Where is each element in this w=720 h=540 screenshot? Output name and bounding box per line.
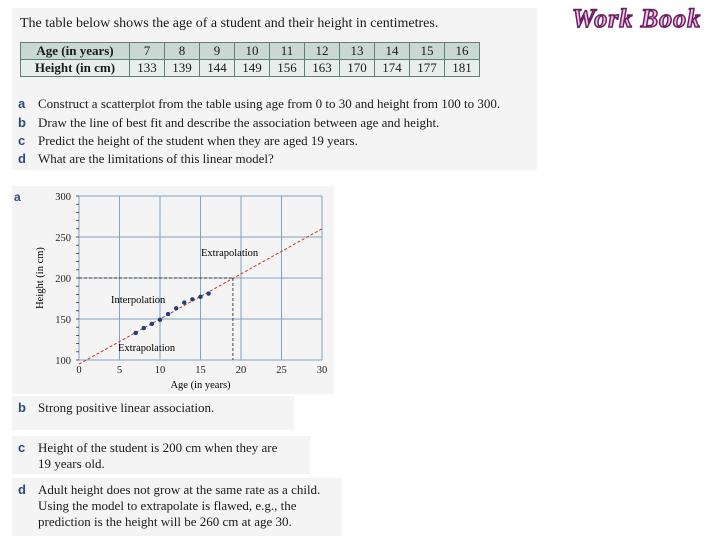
table-row-age (21, 43, 480, 60)
question-c (18, 133, 358, 149)
data-point (134, 331, 138, 335)
x-tick-label: 30 (316, 365, 328, 376)
answer-text: Strong positive linear association. (38, 400, 215, 415)
y-tick-label: 150 (55, 315, 71, 326)
work-book-logo: Work Book (572, 4, 702, 33)
table-cell: 163 (305, 60, 340, 77)
data-point (158, 318, 162, 322)
answer-c (12, 436, 310, 474)
question-b (18, 115, 439, 131)
x-axis-label: Age (in years) (170, 380, 231, 391)
answer-text (38, 482, 320, 530)
table-cell: 149 (235, 60, 270, 77)
data-point (198, 295, 202, 299)
table-cell: 11 (270, 43, 305, 60)
table-cell: 133 (130, 60, 165, 77)
table-cell: 174 (375, 60, 410, 77)
question-text: What are the limitations of this linear model? (38, 151, 274, 166)
y-axis-label: Height (in cm) (35, 247, 46, 309)
question-letter: d (18, 151, 26, 166)
answer-letter: c (18, 440, 26, 455)
x-tick-label: 15 (195, 365, 206, 376)
question-text: Draw the line of best fit and describe the association between age and height. (38, 115, 440, 130)
graph-panel (12, 186, 334, 394)
answer-line: 19 years old. (38, 456, 105, 471)
answer-line: Using the model to extrapolate is flawed, e.g., the (38, 498, 297, 513)
y-tick-label: 300 (55, 192, 71, 203)
answer-line: Adult height does not grow at the same rate as a child. (38, 482, 321, 497)
intro-text: The table below shows the age of a student and their height in centimetres. (20, 16, 439, 31)
question-letter: b (18, 115, 26, 130)
answer-letter: b (18, 400, 26, 415)
table-cell: 12 (305, 43, 340, 60)
scatterplot-chart (12, 186, 334, 394)
table-row-height (21, 60, 480, 77)
table-cell: 10 (235, 43, 270, 60)
data-point (174, 306, 178, 310)
data-point (182, 300, 186, 304)
graph-part-label: a (14, 190, 21, 204)
question-a (18, 96, 500, 112)
y-tick-label: 200 (55, 274, 71, 285)
data-point (166, 312, 170, 316)
x-tick-label: 25 (276, 365, 287, 376)
question-text: Predict the height of the student when they are aged 19 years. (38, 133, 358, 148)
table-header-age: Age (in years) (21, 43, 130, 60)
table-cell: 139 (165, 60, 200, 77)
table-cell: 9 (200, 43, 235, 60)
annotation-interpolation: Interpolation (111, 295, 166, 306)
table-header-height: Height (in cm) (21, 60, 130, 77)
question-letter: a (18, 96, 26, 111)
answer-line: Height of the student is 200 cm when they are (38, 440, 278, 455)
data-point (190, 297, 194, 301)
table-cell: 156 (270, 60, 305, 77)
annotation-extrapolation-upper: Extrapolation (201, 248, 259, 259)
y-tick-label: 250 (55, 233, 71, 244)
data-point (150, 322, 154, 326)
question-d (18, 151, 274, 167)
table-cell: 14 (375, 43, 410, 60)
x-tick-label: 5 (116, 365, 123, 376)
answer-b (12, 396, 294, 430)
table-cell: 13 (340, 43, 375, 60)
age-height-table (20, 42, 480, 77)
data-point (142, 326, 146, 330)
question-text: Construct a scatterplot from the table using age from 0 to 30 and height from 100 to 300. (38, 96, 501, 111)
table-cell: 144 (200, 60, 235, 77)
table-cell: 8 (165, 43, 200, 60)
data-point (206, 291, 210, 295)
x-tick-label: 10 (154, 365, 166, 376)
y-tick-label: 100 (55, 356, 71, 367)
table-cell: 177 (410, 60, 445, 77)
answer-letter: d (18, 482, 26, 497)
axis-layer (55, 192, 327, 376)
answer-text (38, 440, 277, 472)
annotation-extrapolation-lower: Extrapolation (118, 343, 176, 354)
question-panel (12, 8, 537, 170)
table-cell: 16 (445, 43, 480, 60)
table-cell: 15 (410, 43, 445, 60)
x-tick-label: 20 (235, 365, 247, 376)
question-letter: c (18, 133, 26, 148)
x-tick-label: 0 (76, 365, 82, 376)
answer-d (12, 478, 342, 536)
table-cell: 7 (130, 43, 165, 60)
answer-line: prediction is the height will be 260 cm at age 30. (38, 514, 292, 529)
table-cell: 170 (340, 60, 375, 77)
table-cell: 181 (445, 60, 480, 77)
